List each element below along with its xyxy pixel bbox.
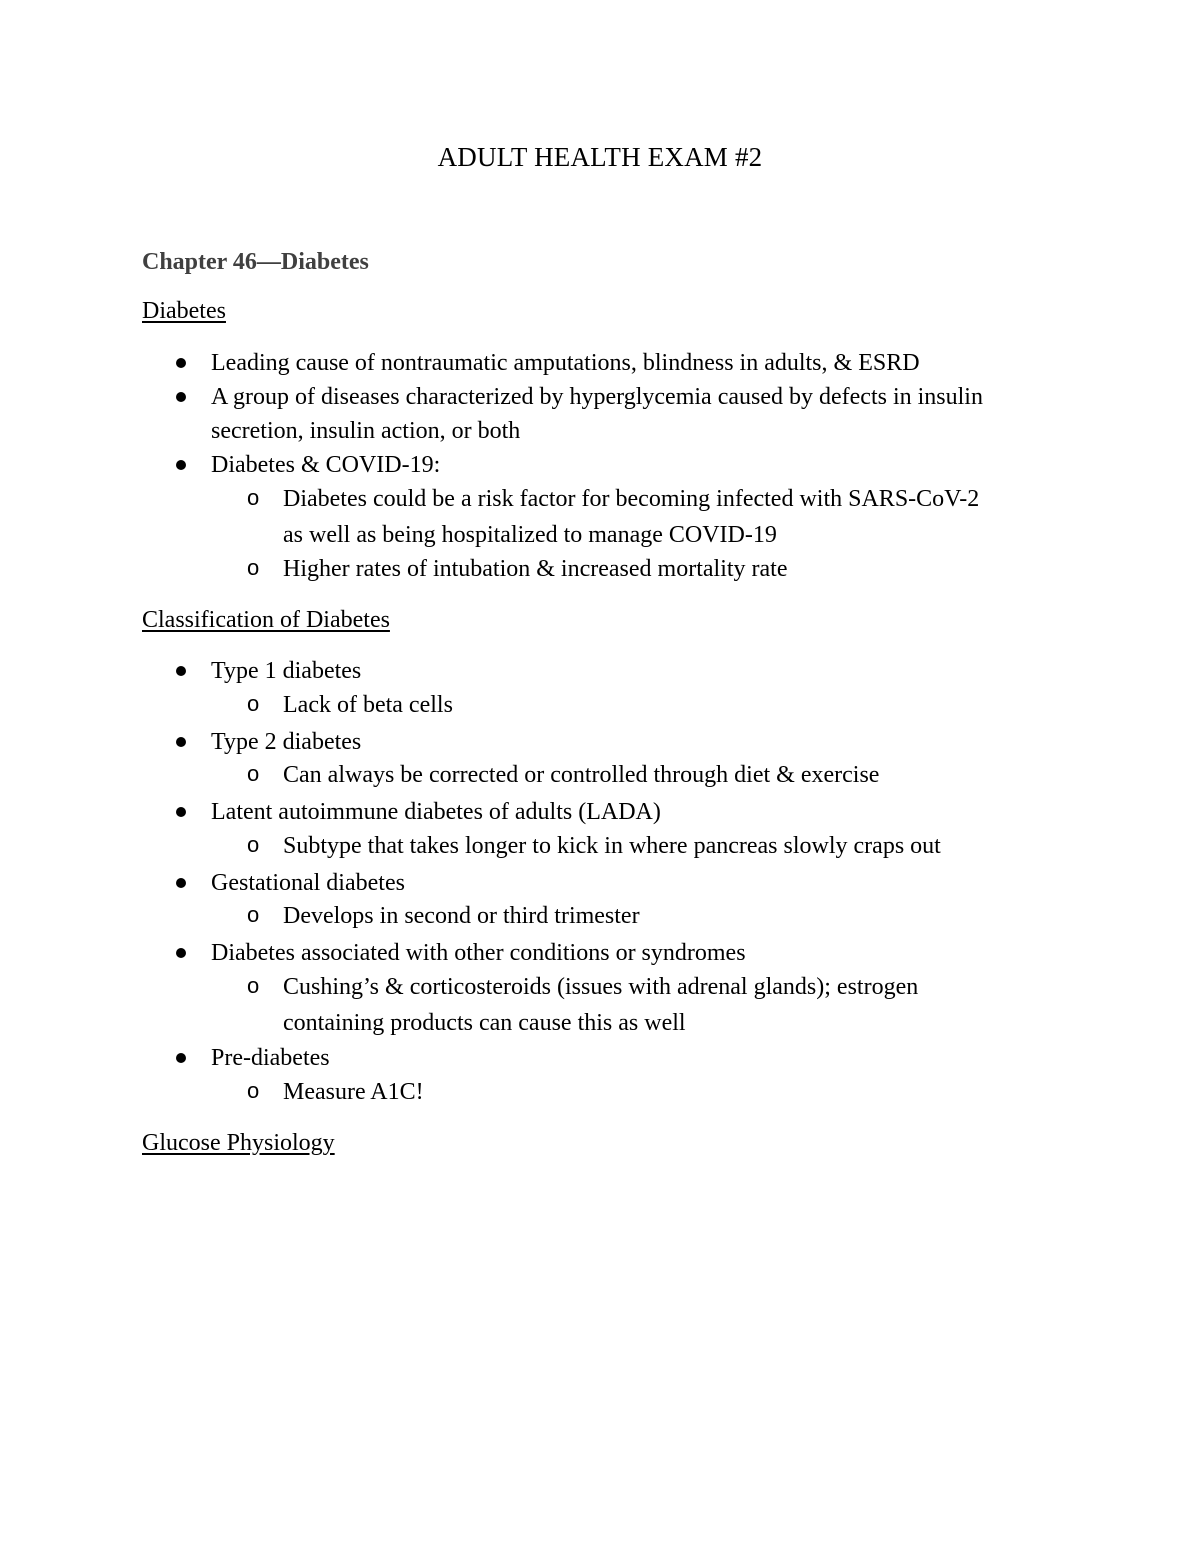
sub-list-item: Can always be corrected or controlled through diet & exercise: [283, 762, 880, 788]
bullet-icon: [176, 1053, 186, 1063]
list-item: Diabetes & COVID-19:: [211, 452, 441, 478]
sub-list-item: Higher rates of intubation & increased mortality rate: [283, 556, 788, 582]
chapter-heading: Chapter 46—Diabetes: [142, 249, 369, 275]
list-item: Gestational diabetes: [211, 870, 405, 896]
list-item: Pre-diabetes: [211, 1045, 330, 1071]
circle-bullet-icon: o: [247, 973, 260, 998]
circle-bullet-icon: o: [247, 1078, 260, 1103]
bullet-icon: [176, 807, 186, 817]
circle-bullet-icon: o: [247, 832, 260, 857]
list-item: Diabetes associated with other conditions or syndromes: [211, 940, 746, 966]
sub-list-item: Subtype that takes longer to kick in where pancreas slowly craps out: [283, 833, 941, 859]
sub-list-item: Measure A1C!: [283, 1079, 424, 1105]
sub-list-item: Develops in second or third trimester: [283, 903, 640, 929]
document-title: ADULT HEALTH EXAM #2: [437, 142, 763, 172]
bullet-icon: [176, 878, 186, 888]
section-heading-diabetes: Diabetes: [142, 298, 226, 324]
list-item: A group of diseases characterized by hyperglycemia caused by defects in insulin secretion, insulin action, or both: [211, 384, 983, 444]
list-item: Latent autoimmune diabetes of adults (LADA): [211, 799, 661, 825]
sub-list-item: Cushing’s & corticosteroids (issues with adrenal glands); estrogen containing products can cause this as well: [283, 974, 919, 1036]
sub-list-item: Diabetes could be a risk factor for becoming infected with SARS-CoV-2 as well as being hospitalized to manage COVID-19: [283, 486, 980, 548]
bullet-icon: [176, 392, 186, 402]
section-heading-classification: Classification of Diabetes: [142, 607, 390, 633]
circle-bullet-icon: o: [247, 555, 260, 580]
section-heading-glucose-physiology: Glucose Physiology: [142, 1130, 335, 1156]
circle-bullet-icon: o: [247, 902, 260, 927]
bullet-icon: [176, 737, 186, 747]
sub-list-item: Lack of beta cells: [283, 692, 453, 718]
list-item: Type 2 diabetes: [211, 729, 362, 755]
circle-bullet-icon: o: [247, 691, 260, 716]
circle-bullet-icon: o: [247, 485, 260, 510]
bullet-icon: [176, 948, 186, 958]
bullet-icon: [176, 666, 186, 676]
list-item: Type 1 diabetes: [211, 658, 362, 684]
bullet-icon: [176, 358, 186, 368]
list-item: Leading cause of nontraumatic amputations, blindness in adults, & ESRD: [211, 350, 920, 376]
bullet-icon: [176, 460, 186, 470]
circle-bullet-icon: o: [247, 761, 260, 786]
